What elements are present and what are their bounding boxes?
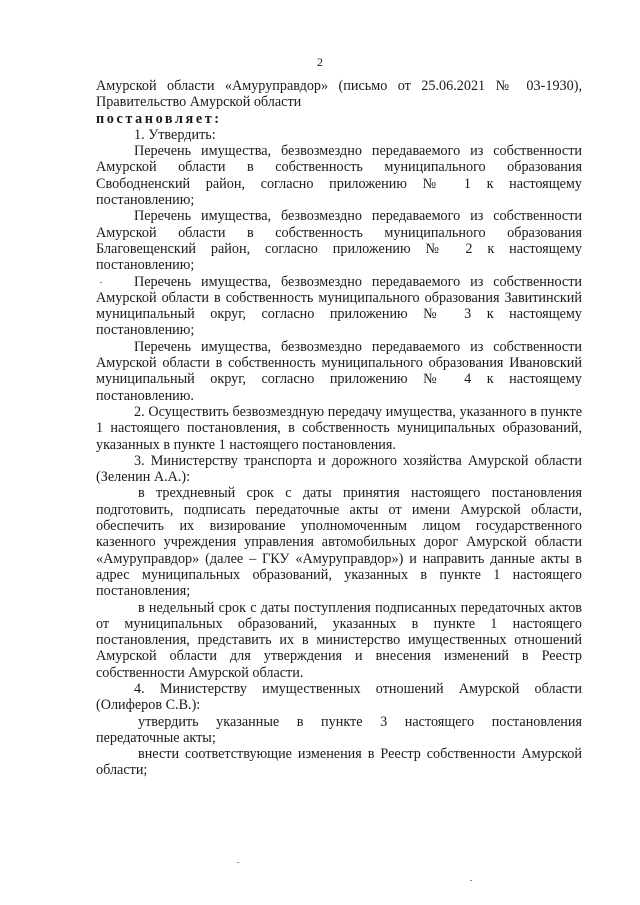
paragraph-item-2: 2. Осуществить безвозмездную передачу имущества, указанного в пункте 1 настоящего постановления, в собственность муниципальных образований, указанных в пункте 1 настоящего постановления. bbox=[96, 403, 582, 453]
paragraph-item-3-sub-1: в трехдневный срок с даты принятия настоящего постановления подготовить, подписать передаточные акты от имени Амурской области, обеспечить их визирование уполномоченным лицом государственного казенного учреждения управления автомобильных дорог Амурской области «Амуруправдор» (далее – ГКУ «Амуруправдор») и направить данные акты в адрес муниципальных образований, указанных в пункте 1 настоящего постановления; bbox=[96, 485, 582, 600]
paragraph-item-1: 1. Утвердить: bbox=[134, 126, 216, 143]
document-body bbox=[96, 78, 582, 779]
paragraph-list-3: Перечень имущества, безвозмездно передаваемого из собственности Амурской области в собственность муниципального образования Завитинский муниципальный округ, согласно приложению № 3 к настоящему постановлению; bbox=[96, 273, 582, 339]
scan-speck bbox=[237, 862, 239, 863]
paragraph-item-4: 4. Министерству имущественных отношений Амурской области (Олиферов С.В.): bbox=[96, 680, 582, 714]
paragraph-item-4-sub-2: внести соответствующие изменения в Реестр собственности Амурской области; bbox=[96, 746, 582, 779]
paragraph-item-4-sub-1: утвердить указанные в пункте 3 настоящего постановления передаточные акты; bbox=[96, 713, 582, 746]
paragraph-item-3: 3. Министерству транспорта и дорожного хозяйства Амурской области (Зеленин А.А.): bbox=[96, 452, 582, 486]
paragraph-resolves: постановляет: bbox=[96, 110, 222, 127]
page-number: 2 bbox=[317, 55, 323, 69]
scan-speck bbox=[100, 282, 102, 283]
scan-speck bbox=[470, 880, 472, 881]
paragraph-item-3-sub-2: в недельный срок с даты поступления подписанных передаточных актов от муниципальных образований, указанных в пункте 1 настоящего постановления, представить их в министерство имущественных отношений Амурской области для утверждения и внесения изменений в Реестр собственности Амурской области. bbox=[96, 599, 582, 681]
paragraph-list-2: Перечень имущества, безвозмездно передаваемого из собственности Амурской области в собственность муниципального образования Благовещенский район, согласно приложению № 2 к настоящему постановлению; bbox=[96, 208, 582, 274]
paragraph-list-4: Перечень имущества, безвозмездно передаваемого из собственности Амурской области в собственность муниципального образования Ивановский муниципальный округ, согласно приложению № 4 к настоящему постановлению. bbox=[96, 338, 582, 404]
paragraph-intro: Амурской области «Амуруправдор» (письмо от 25.06.2021 № 03-1930), Правительство Амурской области bbox=[96, 78, 582, 111]
paragraph-list-1: Перечень имущества, безвозмездно передаваемого из собственности Амурской области в собственность муниципального образования Свободненский район, согласно приложению № 1 к настоящему постановлению; bbox=[96, 143, 582, 209]
